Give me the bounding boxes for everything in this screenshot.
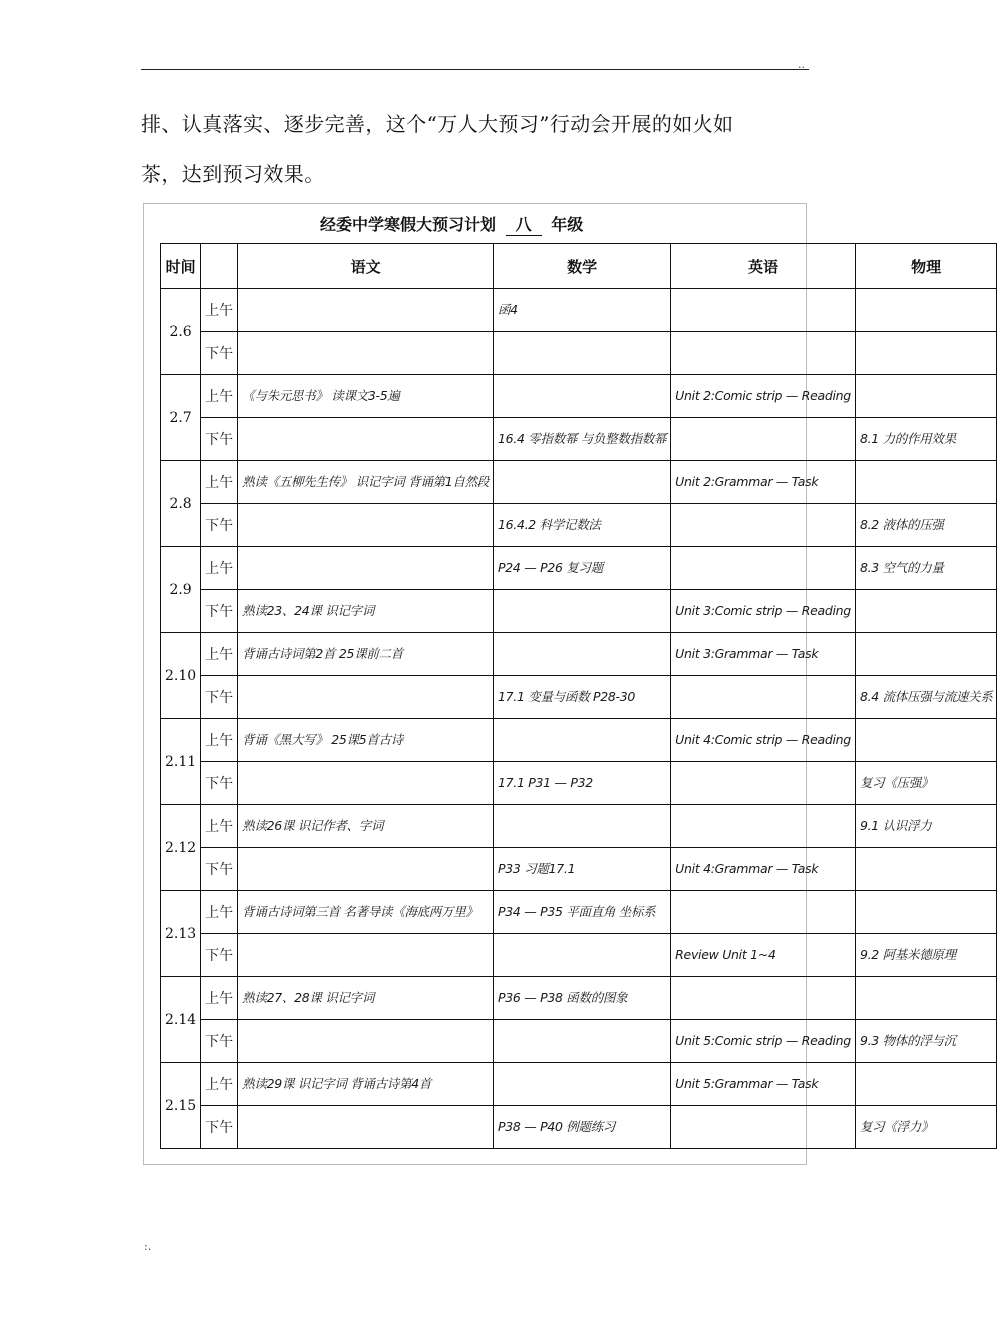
table-row bbox=[161, 590, 997, 633]
entry-chinese: 熟读26课 识记作者、字词 bbox=[238, 805, 494, 848]
period-cell: 上午 bbox=[201, 289, 238, 332]
period-cell: 上午 bbox=[201, 375, 238, 418]
entry-physics bbox=[855, 375, 996, 418]
entry-physics: 复习《浮力》 bbox=[855, 1106, 996, 1149]
table-row bbox=[161, 762, 997, 805]
table-row bbox=[161, 891, 997, 934]
entry-physics: 9.2 阿基米德原理 bbox=[855, 934, 996, 977]
entry-chinese bbox=[238, 547, 494, 590]
entry-english bbox=[671, 332, 856, 375]
table-row bbox=[161, 418, 997, 461]
entry-chinese: 《与朱元思书》 读课文3-5遍 bbox=[238, 375, 494, 418]
entry-physics bbox=[855, 719, 996, 762]
entry-english: Unit 4:Grammar — Task bbox=[671, 848, 856, 891]
entry-physics: 8.2 液体的压强 bbox=[855, 504, 996, 547]
entry-english: Review Unit 1~4 bbox=[671, 934, 856, 977]
header-rule bbox=[141, 69, 809, 70]
period-cell: 上午 bbox=[201, 633, 238, 676]
entry-chinese: 熟读《五柳先生传》 识记字词 背诵第1自然段 bbox=[238, 461, 494, 504]
period-cell: 上午 bbox=[201, 1063, 238, 1106]
period-cell: 上午 bbox=[201, 977, 238, 1020]
header-chinese: 语文 bbox=[238, 244, 494, 289]
entry-math: P38 — P40 例题练习 bbox=[493, 1106, 670, 1149]
entry-physics bbox=[855, 289, 996, 332]
entry-math: P24 — P26 复习题 bbox=[493, 547, 670, 590]
date-cell: 2.13 bbox=[161, 891, 201, 977]
table-row bbox=[161, 1020, 997, 1063]
period-cell: 下午 bbox=[201, 848, 238, 891]
entry-math bbox=[493, 719, 670, 762]
entry-english bbox=[671, 977, 856, 1020]
table-row bbox=[161, 332, 997, 375]
entry-math bbox=[493, 590, 670, 633]
period-cell: 上午 bbox=[201, 805, 238, 848]
entry-physics bbox=[855, 461, 996, 504]
sheet-title-grade: 八 bbox=[506, 212, 542, 236]
entry-math bbox=[493, 934, 670, 977]
entry-math bbox=[493, 332, 670, 375]
header-mark: .. bbox=[798, 58, 805, 71]
entry-chinese: 背诵《黑大写》 25课5首古诗 bbox=[238, 719, 494, 762]
entry-english bbox=[671, 676, 856, 719]
entry-chinese: 背诵古诗词第三首 名著导读《海底两万里》 bbox=[238, 891, 494, 934]
entry-math: 函4 bbox=[493, 289, 670, 332]
entry-physics bbox=[855, 332, 996, 375]
entry-math: P33 习题17.1 bbox=[493, 848, 670, 891]
entry-math: 16.4.2 科学记数法 bbox=[493, 504, 670, 547]
entry-math: 16.4 零指数幂 与负整数指数幂 bbox=[493, 418, 670, 461]
entry-chinese bbox=[238, 762, 494, 805]
sheet-title bbox=[320, 212, 583, 236]
sheet-title-suffix: 年级 bbox=[551, 215, 584, 234]
entry-english bbox=[671, 547, 856, 590]
header-time: 时间 bbox=[161, 244, 201, 289]
period-cell: 上午 bbox=[201, 461, 238, 504]
date-cell: 2.12 bbox=[161, 805, 201, 891]
entry-chinese bbox=[238, 289, 494, 332]
entry-english: Unit 3:Comic strip — Reading bbox=[671, 590, 856, 633]
entry-english bbox=[671, 504, 856, 547]
table-row bbox=[161, 1063, 997, 1106]
entry-math bbox=[493, 1020, 670, 1063]
table-row bbox=[161, 547, 997, 590]
entry-english: Unit 5:Comic strip — Reading bbox=[671, 1020, 856, 1063]
date-cell: 2.8 bbox=[161, 461, 201, 547]
entry-english: Unit 2:Grammar — Task bbox=[671, 461, 856, 504]
entry-physics: 8.3 空气的力量 bbox=[855, 547, 996, 590]
period-cell: 上午 bbox=[201, 547, 238, 590]
date-cell: 2.15 bbox=[161, 1063, 201, 1149]
entry-english bbox=[671, 1106, 856, 1149]
entry-math: P36 — P38 函数的图象 bbox=[493, 977, 670, 1020]
entry-math bbox=[493, 805, 670, 848]
entry-physics: 9.1 认识浮力 bbox=[855, 805, 996, 848]
date-cell: 2.10 bbox=[161, 633, 201, 719]
entry-english bbox=[671, 805, 856, 848]
entry-physics bbox=[855, 1063, 996, 1106]
entry-chinese bbox=[238, 1020, 494, 1063]
entry-chinese bbox=[238, 934, 494, 977]
header-english: 英语 bbox=[671, 244, 856, 289]
period-cell: 下午 bbox=[201, 762, 238, 805]
entry-chinese bbox=[238, 504, 494, 547]
table-row bbox=[161, 504, 997, 547]
table-row bbox=[161, 977, 997, 1020]
period-cell: 下午 bbox=[201, 332, 238, 375]
entry-chinese bbox=[238, 676, 494, 719]
entry-physics bbox=[855, 848, 996, 891]
table-row bbox=[161, 1106, 997, 1149]
entry-physics: 复习《压强》 bbox=[855, 762, 996, 805]
table-row bbox=[161, 633, 997, 676]
date-cell: 2.7 bbox=[161, 375, 201, 461]
sheet-title-prefix: 经委中学寒假大预习计划 bbox=[320, 215, 497, 234]
period-cell: 下午 bbox=[201, 504, 238, 547]
entry-english: Unit 4:Comic strip — Reading bbox=[671, 719, 856, 762]
entry-english: Unit 3:Grammar — Task bbox=[671, 633, 856, 676]
period-cell: 下午 bbox=[201, 676, 238, 719]
entry-chinese: 熟读29课 识记字词 背诵古诗第4首 bbox=[238, 1063, 494, 1106]
table-row bbox=[161, 676, 997, 719]
entry-chinese bbox=[238, 1106, 494, 1149]
entry-math bbox=[493, 1063, 670, 1106]
entry-physics bbox=[855, 891, 996, 934]
table-row bbox=[161, 848, 997, 891]
entry-english: Unit 2:Comic strip — Reading bbox=[671, 375, 856, 418]
entry-english bbox=[671, 418, 856, 461]
entry-math bbox=[493, 461, 670, 504]
entry-physics: 9.3 物体的浮与沉 bbox=[855, 1020, 996, 1063]
entry-physics bbox=[855, 633, 996, 676]
paragraph-line-1: 排、认真落实、逐步完善，这个“万人大预习”行动会开展的如火如 bbox=[141, 112, 734, 136]
period-cell: 下午 bbox=[201, 934, 238, 977]
entry-math: 17.1 变量与函数 P28-30 bbox=[493, 676, 670, 719]
date-cell: 2.14 bbox=[161, 977, 201, 1063]
study-plan-table bbox=[160, 243, 997, 1149]
entry-chinese: 熟读23、24课 识记字词 bbox=[238, 590, 494, 633]
entry-chinese bbox=[238, 418, 494, 461]
header-period bbox=[201, 244, 238, 289]
period-cell: 下午 bbox=[201, 1106, 238, 1149]
date-cell: 2.11 bbox=[161, 719, 201, 805]
entry-chinese bbox=[238, 332, 494, 375]
period-cell: 下午 bbox=[201, 590, 238, 633]
period-cell: 下午 bbox=[201, 418, 238, 461]
entry-chinese: 背诵古诗词第2首 25课前二首 bbox=[238, 633, 494, 676]
entry-math bbox=[493, 633, 670, 676]
table-row bbox=[161, 375, 997, 418]
entry-english bbox=[671, 762, 856, 805]
paragraph-line-2: 茶，达到预习效果。 bbox=[141, 162, 325, 186]
footer-mark: :. bbox=[144, 1240, 152, 1253]
date-cell: 2.9 bbox=[161, 547, 201, 633]
entry-physics: 8.1 力的作用效果 bbox=[855, 418, 996, 461]
entry-chinese bbox=[238, 848, 494, 891]
entry-math bbox=[493, 375, 670, 418]
header-math: 数学 bbox=[493, 244, 670, 289]
entry-english bbox=[671, 891, 856, 934]
period-cell: 上午 bbox=[201, 891, 238, 934]
entry-physics: 8.4 流体压强与流速关系 bbox=[855, 676, 996, 719]
header-physics: 物理 bbox=[855, 244, 996, 289]
entry-math: 17.1 P31 — P32 bbox=[493, 762, 670, 805]
entry-english: Unit 5:Grammar — Task bbox=[671, 1063, 856, 1106]
table-row bbox=[161, 934, 997, 977]
date-cell: 2.6 bbox=[161, 289, 201, 375]
entry-chinese: 熟读27、28课 识记字词 bbox=[238, 977, 494, 1020]
table-header-row bbox=[161, 244, 997, 289]
table-row bbox=[161, 461, 997, 504]
table-row bbox=[161, 805, 997, 848]
entry-english bbox=[671, 289, 856, 332]
period-cell: 上午 bbox=[201, 719, 238, 762]
entry-math: P34 — P35 平面直角 坐标系 bbox=[493, 891, 670, 934]
table-row bbox=[161, 289, 997, 332]
period-cell: 下午 bbox=[201, 1020, 238, 1063]
table-row bbox=[161, 719, 997, 762]
entry-physics bbox=[855, 590, 996, 633]
entry-physics bbox=[855, 977, 996, 1020]
